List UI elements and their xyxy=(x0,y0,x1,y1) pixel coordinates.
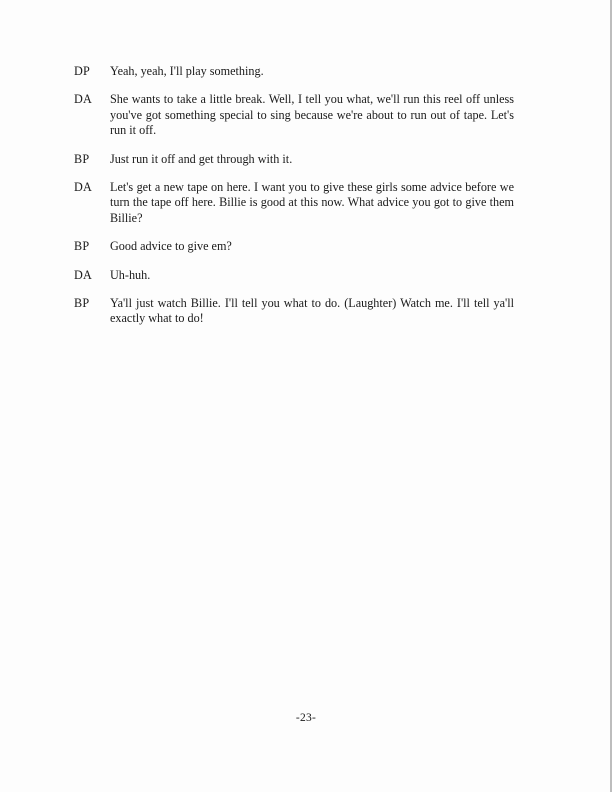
speaker-label: DP xyxy=(74,64,90,78)
transcript-turn xyxy=(74,92,514,138)
speaker-label: BP xyxy=(74,151,90,166)
transcript-turn xyxy=(74,180,514,226)
speech-text: Good advice to give em? xyxy=(110,239,232,254)
speech-text: Let's get a new tape on here. I want you to give these girls some advice before we turn the tape off here. Billie is good at this now. What advice you got to give them Billie? xyxy=(110,180,514,225)
transcript xyxy=(74,64,514,340)
speaker-label: DA xyxy=(74,180,93,195)
transcript-turn xyxy=(74,64,514,79)
page-number: -23- xyxy=(295,712,317,724)
transcript-turn xyxy=(74,152,514,167)
speaker-label: DA xyxy=(74,92,93,107)
speaker-label: DA xyxy=(74,267,93,282)
speech-text: Ya'll just watch Billie. I'll tell you what to do. (Laughter) Watch me. I'll tell ya'll exactly what to do! xyxy=(110,296,514,326)
speaker-label: BP xyxy=(74,239,90,254)
transcript-turn xyxy=(74,239,514,254)
transcript-turn xyxy=(74,296,514,327)
speech-text: Just run it off and get through with it. xyxy=(110,151,293,166)
speaker-label: BP xyxy=(74,296,90,311)
speech-text: Yeah, yeah, I'll play something. xyxy=(110,64,264,78)
transcript-turn xyxy=(74,268,514,283)
speech-text: She wants to take a little break. Well, I tell you what, we'll run this reel off unless you've got something special to sing because we're about to run out of tape. Let's run it off. xyxy=(110,92,514,138)
speech-text: Uh-huh. xyxy=(110,267,151,282)
